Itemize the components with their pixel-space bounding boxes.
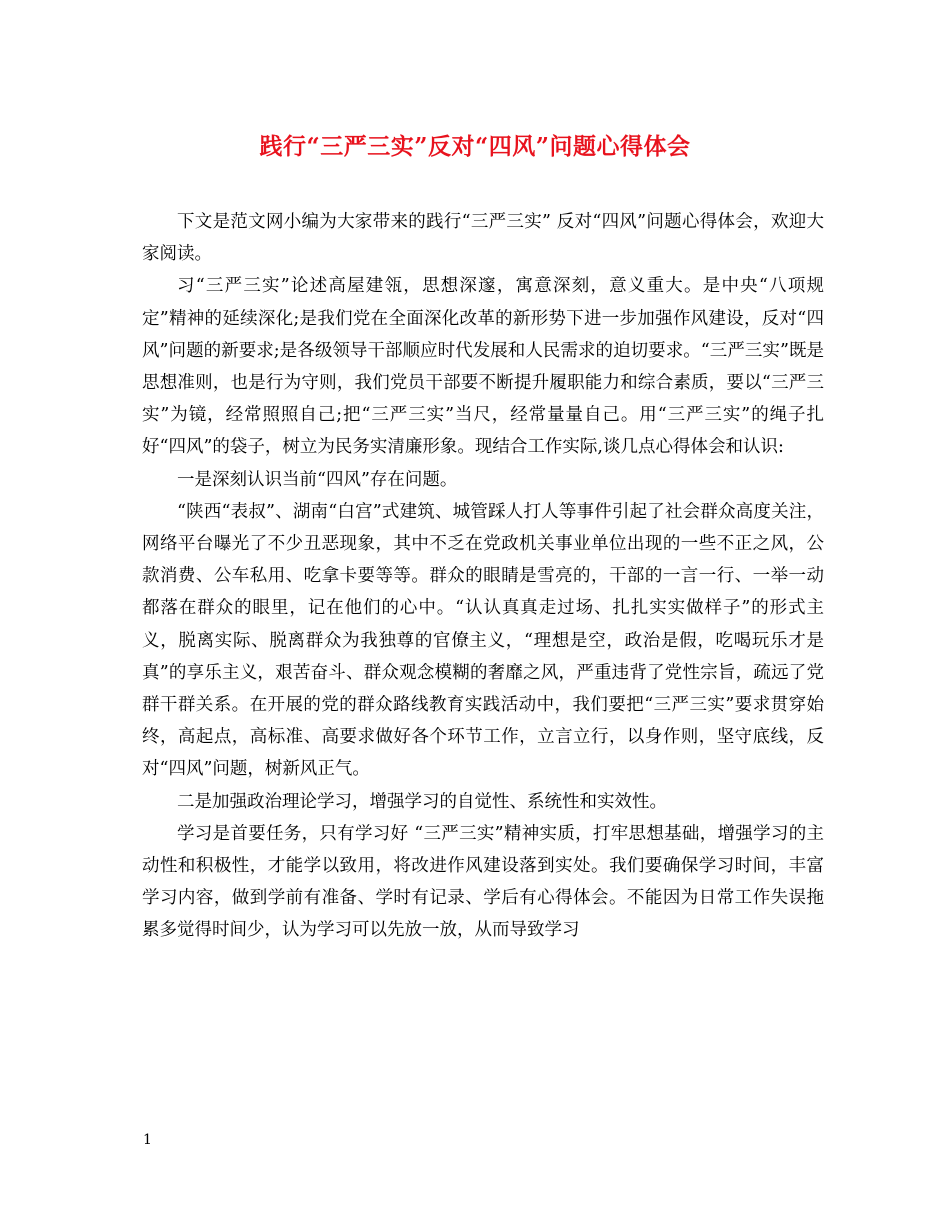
paragraph-study: 学习是首要任务，只有学习好 “三严三实”精神实质，打牢思想基础，增强学习的主动性和积极性，才能学以致用，将改进作风建设落到实处。我们要确保学习时间，丰富学习内容，做到学前有准备、学时有记录、学后有心得体会。不能因为日常工作失误拖累多觉得时间少，认为学习可以先放一放，从而导致学习: [142, 823, 824, 941]
paragraph-heading-two: 二是加强政治理论学习，增强学习的自觉性、系统性和实效性。: [177, 791, 667, 812]
page-number: 1: [143, 1132, 152, 1148]
paragraph-heading-one: 一是深刻认识当前“四风”存在问题。: [177, 469, 458, 490]
paragraph-intro: 下文是范文网小编为大家带来的践行“三严三实” 反对“四风”问题心得体会，欢迎大家阅读。: [142, 212, 824, 265]
paragraph-overview: 习“三严三实”论述高屋建瓴，思想深邃，寓意深刻，意义重大。是中央“八项规定”精神的延续深化;是我们党在全面深化改革的新形势下进一步加强作风建设，反对“四风”问题的新要求;是各级领导干部顺应时代发展和人民需求的迫切要求。“三严三实”既是思想准则，也是行为守则，我们党员干部要不断提升履职能力和综合素质，要以“三严三实”为镜，经常照照自己;把“三严三实”当尺，经常量量自己。用“三严三实”的绳子扎好“四风”的袋子，树立为民务实清廉形象。现结合工作实际,谈几点心得体会和认识:: [142, 276, 824, 458]
document-title: 践行“三严三实”反对“四风”问题心得体会: [259, 133, 691, 160]
document-body: [142, 206, 824, 947]
paragraph-problems: “陕西“表叔”、湖南“白宫”式建筑、城管踩人打人等事件引起了社会群众高度关注，网络平台曝光了不少丑恶现象，其中不乏在党政机关事业单位出现的一些不正之风，公款消费、公车私用、吃拿卡要等等。群众的眼睛是雪亮的，干部的一言一行、一举一动都落在群众的眼里，记在他们的心中。“认认真真走过场、扎扎实实做样子”的形式主义，脱离实际、脱离群众为我独尊的官僚主义，“理想是空，政治是假，吃喝玩乐才是真”的享乐主义，艰苦奋斗、群众观念模糊的奢靡之风，严重违背了党性宗旨，疏远了党群干群关系。在开展的党的群众路线教育实践活动中，我们要把“三严三实”要求贯穿始终，高起点，高标准、高要求做好各个环节工作，立言立行，以身作则，坚守底线，反对“四风”问题，树新风正气。: [142, 501, 824, 780]
